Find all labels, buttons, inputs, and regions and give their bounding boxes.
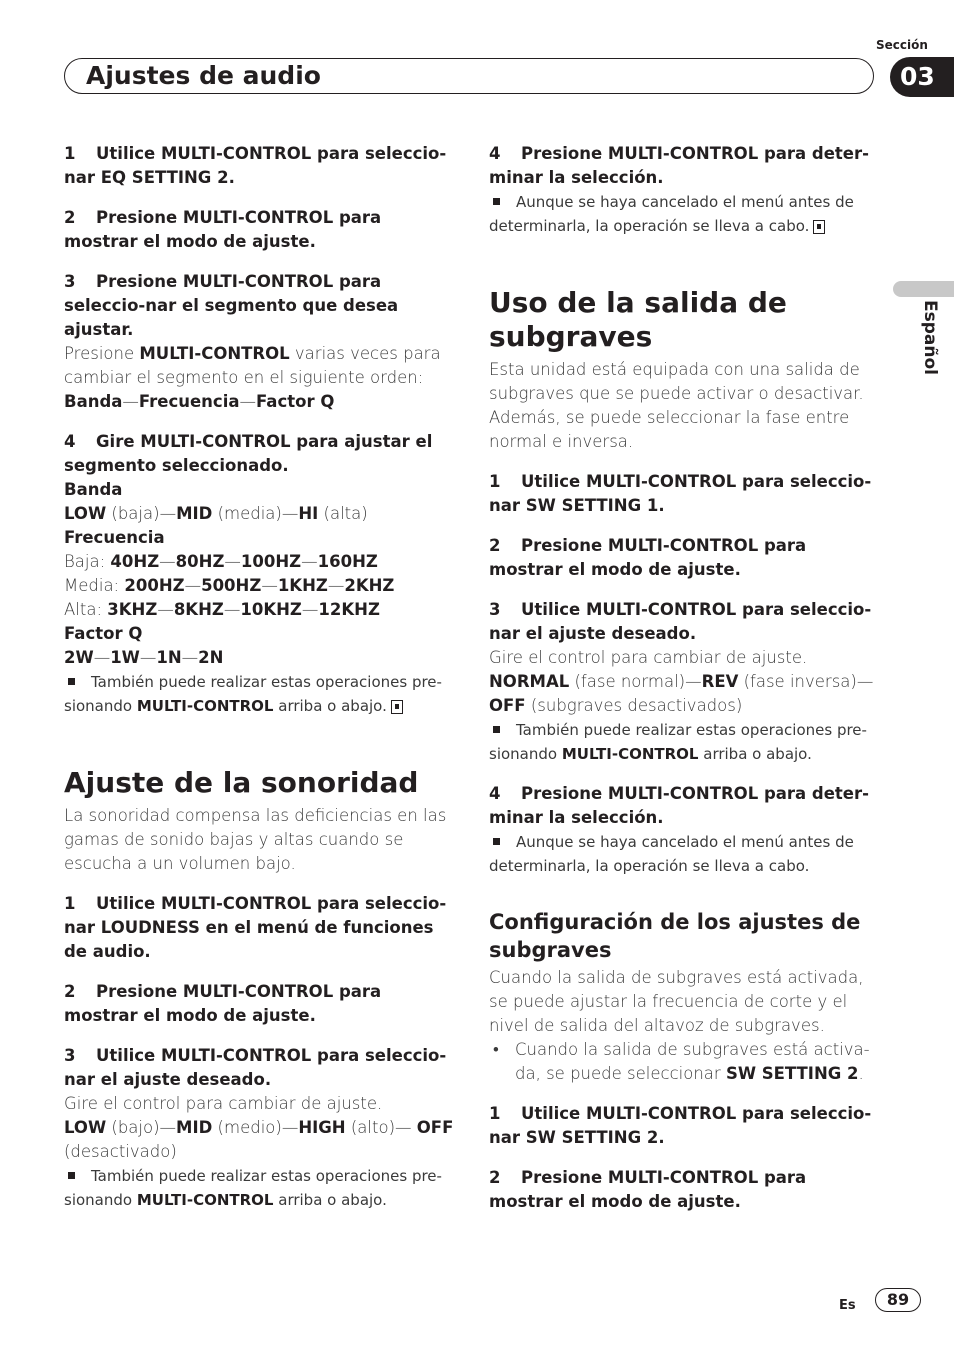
note-4: También puede realizar estas operaciones pre-sionando MULTI-CONTROL arriba o abajo. bbox=[489, 721, 867, 763]
loud-step-1: 1 Utilice MULTI-CONTROL para seleccio-nar LOUDNESS en el menú de funciones de audio. bbox=[64, 894, 447, 961]
step-3: 3 Presione MULTI-CONTROL para seleccio-nar el segmento que desea ajustar. bbox=[64, 272, 399, 339]
phase-values: NORMAL (fase normal)—REV (fase inversa)— OFF (subgraves desactivados) bbox=[489, 672, 874, 715]
note-square-icon bbox=[68, 1172, 75, 1179]
conf-step-1: 1 Utilice MULTI-CONTROL para seleccio-nar SW SETTING 2. bbox=[489, 1104, 872, 1147]
step-2: 2 Presione MULTI-CONTROL para mostrar el modo de ajuste. bbox=[64, 208, 382, 251]
loud-step-2: 2 Presione MULTI-CONTROL para mostrar el modo de ajuste. bbox=[64, 982, 382, 1025]
heading-subgraves: Uso de la salida de subgraves bbox=[489, 286, 787, 353]
step-4: 4 Gire MULTI-CONTROL para ajustar el segmento seleccionado. bbox=[64, 432, 433, 475]
factor-q-values: 2W—1W—1N—2N bbox=[64, 648, 224, 667]
subgraves-body: Esta unidad está equipada con una salida de subgraves que se puede activar o desactivar. Además, se puede seleccionar la fase entre normal e inversa. bbox=[489, 360, 864, 451]
note-square-icon bbox=[493, 198, 500, 205]
end-mark-icon bbox=[813, 220, 825, 234]
sub-step-2: 2 Presione MULTI-CONTROL para mostrar el modo de ajuste. bbox=[489, 536, 807, 579]
sub-step-4: 4 Presione MULTI-CONTROL para deter-minar la selección. bbox=[489, 784, 869, 827]
loud-step-3-body: Gire el control para cambiar de ajuste. bbox=[64, 1094, 383, 1113]
banda-heading: Banda bbox=[64, 480, 123, 499]
footer-language-code: Es bbox=[839, 1298, 856, 1313]
page-title: Ajustes de audio bbox=[86, 61, 321, 90]
note-2: También puede realizar estas operaciones pre-sionando MULTI-CONTROL arriba o abajo. bbox=[64, 1167, 442, 1209]
freq-alta: Alta: 3KHZ—8KHZ—10KHZ—12KHZ bbox=[64, 600, 380, 619]
configuracion-body: Cuando la salida de subgraves está activada, se puede ajustar la frecuencia de corte y el nivel de salida del altavoz de subgraves. bbox=[489, 968, 864, 1035]
frecuencia-heading: Frecuencia bbox=[64, 528, 165, 547]
left-column bbox=[64, 142, 456, 1212]
step-1: 1 Utilice MULTI-CONTROL para seleccio-nar EQ SETTING 2. bbox=[64, 144, 447, 187]
sub-step-3-body: Gire el control para cambiar de ajuste. bbox=[489, 648, 808, 667]
heading-sonoridad: Ajuste de la sonoridad bbox=[64, 766, 419, 799]
note-square-icon bbox=[68, 678, 75, 685]
note-1: También puede realizar estas operaciones pre-sionando MULTI-CONTROL arriba o abajo. bbox=[64, 673, 442, 715]
loud-step-3: 3 Utilice MULTI-CONTROL para seleccio-nar el ajuste deseado. bbox=[64, 1046, 447, 1089]
bullet-item: • Cuando la salida de subgraves está activa-da, se puede seleccionar SW SETTING 2. bbox=[489, 1038, 879, 1086]
note-square-icon bbox=[493, 726, 500, 733]
factor-q-heading: Factor Q bbox=[64, 624, 143, 643]
segment-order: Banda—Frecuencia—Factor Q bbox=[64, 392, 335, 411]
sonoridad-body: La sonoridad compensa las deficiencias en las gamas de sonido bajas y altas cuando se escucha a un volumen bajo. bbox=[64, 806, 447, 873]
banda-values: LOW (baja)—MID (media)—HI (alta) bbox=[64, 504, 368, 523]
section-number-badge: 03 bbox=[890, 57, 954, 97]
page-number: 89 bbox=[875, 1288, 921, 1312]
note-5: Aunque se haya cancelado el menú antes de determinarla, la operación se lleva a cabo. bbox=[489, 833, 854, 875]
heading-configuracion: Configuración de los ajustes de subgraves bbox=[489, 910, 861, 962]
note-square-icon bbox=[493, 838, 500, 845]
sub-step-3: 3 Utilice MULTI-CONTROL para seleccio-nar el ajuste deseado. bbox=[489, 600, 872, 643]
right-column bbox=[489, 142, 879, 1214]
conf-step-2: 2 Presione MULTI-CONTROL para mostrar el modo de ajuste. bbox=[489, 1168, 807, 1211]
freq-media: Media: 200HZ—500HZ—1KHZ—2KHZ bbox=[64, 576, 395, 595]
loud-values: LOW (bajo)—MID (medio)—HIGH (alto)— OFF (desactivado) bbox=[64, 1118, 454, 1161]
end-mark-icon bbox=[391, 700, 403, 714]
eq-step-4: 4 Presione MULTI-CONTROL para deter-minar la selección. bbox=[489, 144, 869, 187]
section-label: Sección bbox=[876, 38, 928, 52]
note-3: Aunque se haya cancelado el menú antes de determinarla, la operación se lleva a cabo. bbox=[489, 193, 854, 235]
freq-baja: Baja: 40HZ—80HZ—100HZ—160HZ bbox=[64, 552, 378, 571]
step-3-body: Presione MULTI-CONTROL varias veces para cambiar el segmento en el siguiente orden: bbox=[64, 344, 441, 387]
side-language-label: Español bbox=[920, 300, 940, 375]
side-tab-marker bbox=[893, 281, 954, 297]
sub-step-1: 1 Utilice MULTI-CONTROL para seleccio-nar SW SETTING 1. bbox=[489, 472, 872, 515]
